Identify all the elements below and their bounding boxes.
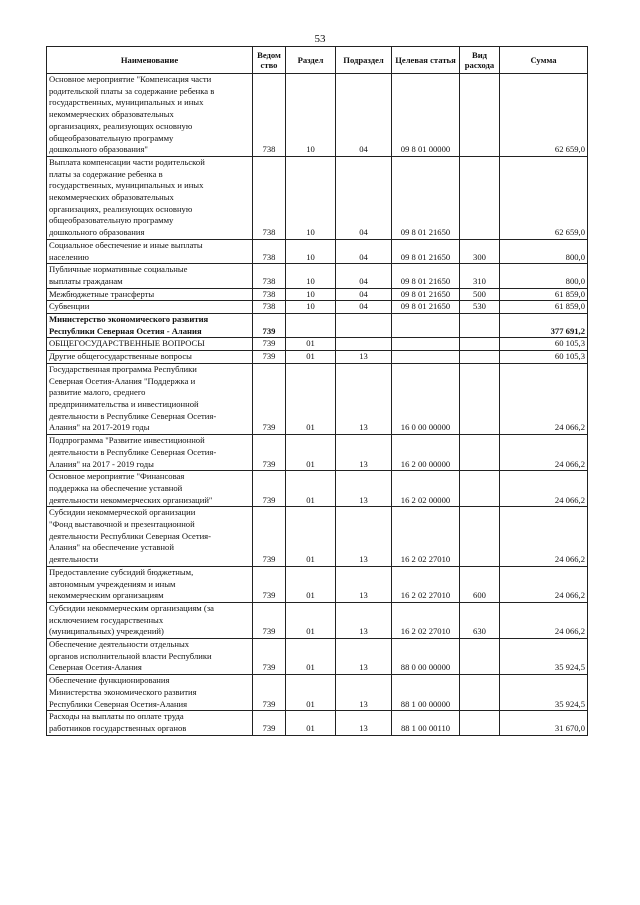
- cell-summa: 800,0: [500, 264, 588, 288]
- cell-vid: 500: [460, 288, 500, 301]
- table-row: [47, 675, 588, 711]
- cell-vedom: 739: [253, 639, 286, 675]
- cell-statya: 09 8 01 21650: [392, 264, 460, 288]
- cell-summa: 60 105,3: [500, 351, 588, 364]
- cell-summa: 800,0: [500, 239, 588, 263]
- cell-statya: 16 2 02 27010: [392, 566, 460, 602]
- cell-summa: 24 066,2: [500, 471, 588, 507]
- cell-name: Выплата компенсации части родительской платы за содержание ребенка в государственных, муниципальных и иных некоммерческих образовательных организациях, реализующих основную общеобразовательную программу дошкольного образования: [47, 156, 253, 239]
- cell-vedom: 738: [253, 288, 286, 301]
- cell-vid: [460, 363, 500, 434]
- cell-vedom: 739: [253, 314, 286, 338]
- cell-razdel: 10: [286, 74, 336, 157]
- cell-statya: 88 1 00 00000: [392, 675, 460, 711]
- cell-vid: 300: [460, 239, 500, 263]
- table-row: [47, 288, 588, 301]
- table-row: [47, 507, 588, 567]
- cell-vedom: 739: [253, 566, 286, 602]
- cell-statya: 16 2 00 00000: [392, 435, 460, 471]
- cell-razdel: 01: [286, 566, 336, 602]
- cell-vid: [460, 639, 500, 675]
- cell-vid: 600: [460, 566, 500, 602]
- cell-statya: 09 8 01 00000: [392, 74, 460, 157]
- cell-summa: 377 691,2: [500, 314, 588, 338]
- cell-razdel: 10: [286, 288, 336, 301]
- cell-statya: [392, 314, 460, 338]
- cell-vid: [460, 338, 500, 351]
- cell-summa: 24 066,2: [500, 507, 588, 567]
- cell-razdel: [286, 314, 336, 338]
- cell-vedom: 739: [253, 675, 286, 711]
- cell-statya: [392, 338, 460, 351]
- table-row: [47, 264, 588, 288]
- cell-name: Основное мероприятие "Финансовая поддержка на обеспечение уставной деятельности некоммерческих организаций": [47, 471, 253, 507]
- table-row: [47, 314, 588, 338]
- cell-podrazdel: 13: [336, 566, 392, 602]
- table-row: [47, 435, 588, 471]
- cell-name: Основное мероприятие "Компенсация части родительской платы за содержание ребенка в государственных, муниципальных и иных некоммерческих образовательных организациях, реализующих основную общеобразовательную программу дошкольного образования": [47, 74, 253, 157]
- table-row: [47, 602, 588, 638]
- cell-vid: [460, 435, 500, 471]
- cell-summa: 61 859,0: [500, 301, 588, 314]
- cell-summa: 31 670,0: [500, 711, 588, 735]
- header-statya: Целевая статья: [392, 47, 460, 74]
- cell-vedom: 738: [253, 301, 286, 314]
- cell-podrazdel: 13: [336, 507, 392, 567]
- table-row: [47, 363, 588, 434]
- cell-name: Социальное обеспечение и иные выплаты населению: [47, 239, 253, 263]
- cell-name: Обеспечение деятельности отдельных органов исполнительной власти Республики Северная Осетия-Алания: [47, 639, 253, 675]
- cell-summa: 61 859,0: [500, 288, 588, 301]
- cell-vedom: 739: [253, 602, 286, 638]
- cell-razdel: 01: [286, 471, 336, 507]
- cell-razdel: 01: [286, 711, 336, 735]
- cell-summa: 62 659,0: [500, 74, 588, 157]
- cell-podrazdel: [336, 314, 392, 338]
- cell-razdel: 01: [286, 363, 336, 434]
- table-row: [47, 566, 588, 602]
- cell-razdel: 01: [286, 338, 336, 351]
- cell-summa: 60 105,3: [500, 338, 588, 351]
- table-row: [47, 239, 588, 263]
- cell-name: Расходы на выплаты по оплате труда работников государственных органов: [47, 711, 253, 735]
- table-row: [47, 338, 588, 351]
- cell-vid: 530: [460, 301, 500, 314]
- cell-statya: 16 2 02 27010: [392, 507, 460, 567]
- cell-name: Субвенции: [47, 301, 253, 314]
- cell-podrazdel: 13: [336, 602, 392, 638]
- cell-summa: 35 924,5: [500, 675, 588, 711]
- cell-podrazdel: 04: [336, 301, 392, 314]
- cell-vid: [460, 351, 500, 364]
- table-row: [47, 351, 588, 364]
- cell-podrazdel: 13: [336, 435, 392, 471]
- cell-name: Другие общегосударственные вопросы: [47, 351, 253, 364]
- table-row: [47, 156, 588, 239]
- cell-podrazdel: 13: [336, 639, 392, 675]
- table-row: [47, 471, 588, 507]
- header-name: Наименование: [47, 47, 253, 74]
- cell-vedom: 739: [253, 507, 286, 567]
- cell-name: Государственная программа Республики Северная Осетия-Алания "Поддержка и развитие малого, среднего предпринимательства и инвестиционной деятельности в Республике Северная Осетия- Алания" на 2017-2019 годы: [47, 363, 253, 434]
- cell-podrazdel: 04: [336, 156, 392, 239]
- cell-vedom: 739: [253, 471, 286, 507]
- cell-statya: 16 2 02 27010: [392, 602, 460, 638]
- cell-razdel: 01: [286, 639, 336, 675]
- cell-statya: 88 1 00 00110: [392, 711, 460, 735]
- header-podrazdel: Подраздел: [336, 47, 392, 74]
- cell-name: Подпрограмма "Развитие инвестиционной деятельности в Республике Северная Осетия- Алания" на 2017 - 2019 годы: [47, 435, 253, 471]
- cell-name: Министерство экономического развития Республики Северная Осетия - Алания: [47, 314, 253, 338]
- header-vedom: Ведом ство: [253, 47, 286, 74]
- cell-podrazdel: 13: [336, 471, 392, 507]
- cell-podrazdel: 04: [336, 74, 392, 157]
- table-header-row: [47, 47, 588, 74]
- cell-vedom: 738: [253, 239, 286, 263]
- cell-name: Субсидии некоммерческой организации "Фонд выставочной и презентационной деятельности Республики Северная Осетия- Алания" на обеспечение уставной деятельности: [47, 507, 253, 567]
- cell-statya: 09 8 01 21650: [392, 288, 460, 301]
- header-razdel: Раздел: [286, 47, 336, 74]
- cell-razdel: 01: [286, 507, 336, 567]
- cell-name: Обеспечение функционирования Министерства экономического развития Республики Северная Осетия-Алания: [47, 675, 253, 711]
- table-row: [47, 74, 588, 157]
- cell-podrazdel: 04: [336, 288, 392, 301]
- cell-name: Межбюджетные трансферты: [47, 288, 253, 301]
- cell-razdel: 01: [286, 675, 336, 711]
- table-row: [47, 711, 588, 735]
- cell-vedom: 739: [253, 435, 286, 471]
- header-summa: Сумма: [500, 47, 588, 74]
- cell-summa: 24 066,2: [500, 363, 588, 434]
- cell-razdel: 01: [286, 435, 336, 471]
- cell-vid: [460, 507, 500, 567]
- cell-razdel: 10: [286, 239, 336, 263]
- cell-statya: [392, 351, 460, 364]
- cell-statya: 16 0 00 00000: [392, 363, 460, 434]
- cell-summa: 24 066,2: [500, 602, 588, 638]
- cell-statya: 09 8 01 21650: [392, 156, 460, 239]
- cell-statya: 88 0 00 00000: [392, 639, 460, 675]
- cell-statya: 09 8 01 21650: [392, 239, 460, 263]
- cell-name: Предоставление субсидий бюджетным, автономным учреждениям и иным некоммерческим организациям: [47, 566, 253, 602]
- cell-summa: 35 924,5: [500, 639, 588, 675]
- cell-vid: [460, 74, 500, 157]
- cell-podrazdel: 13: [336, 711, 392, 735]
- cell-razdel: 10: [286, 156, 336, 239]
- cell-name: Публичные нормативные социальные выплаты гражданам: [47, 264, 253, 288]
- budget-table: [46, 46, 588, 736]
- table-body: [47, 74, 588, 736]
- cell-statya: 16 2 02 00000: [392, 471, 460, 507]
- cell-vid: [460, 314, 500, 338]
- cell-podrazdel: 13: [336, 363, 392, 434]
- header-vid: Вид расхода: [460, 47, 500, 74]
- cell-vid: [460, 471, 500, 507]
- cell-name: Субсидии некоммерческим организациям (за исключением государственных (муниципальных) учреждений): [47, 602, 253, 638]
- cell-summa: 24 066,2: [500, 435, 588, 471]
- cell-podrazdel: [336, 338, 392, 351]
- cell-summa: 62 659,0: [500, 156, 588, 239]
- cell-vid: [460, 675, 500, 711]
- page-number: 53: [314, 33, 326, 45]
- cell-vid: [460, 711, 500, 735]
- cell-vedom: 739: [253, 363, 286, 434]
- table-row: [47, 639, 588, 675]
- cell-vid: 630: [460, 602, 500, 638]
- cell-podrazdel: 13: [336, 351, 392, 364]
- cell-podrazdel: 04: [336, 239, 392, 263]
- cell-razdel: 10: [286, 264, 336, 288]
- cell-name: ОБЩЕГОСУДАРСТВЕННЫЕ ВОПРОСЫ: [47, 338, 253, 351]
- cell-vedom: 738: [253, 74, 286, 157]
- cell-vedom: 739: [253, 338, 286, 351]
- cell-vedom: 739: [253, 711, 286, 735]
- cell-vid: [460, 156, 500, 239]
- cell-razdel: 01: [286, 602, 336, 638]
- cell-vid: 310: [460, 264, 500, 288]
- cell-razdel: 10: [286, 301, 336, 314]
- cell-summa: 24 066,2: [500, 566, 588, 602]
- cell-podrazdel: 04: [336, 264, 392, 288]
- cell-podrazdel: 13: [336, 675, 392, 711]
- cell-vedom: 738: [253, 156, 286, 239]
- table-row: [47, 301, 588, 314]
- cell-vedom: 739: [253, 351, 286, 364]
- cell-vedom: 738: [253, 264, 286, 288]
- cell-statya: 09 8 01 21650: [392, 301, 460, 314]
- cell-razdel: 01: [286, 351, 336, 364]
